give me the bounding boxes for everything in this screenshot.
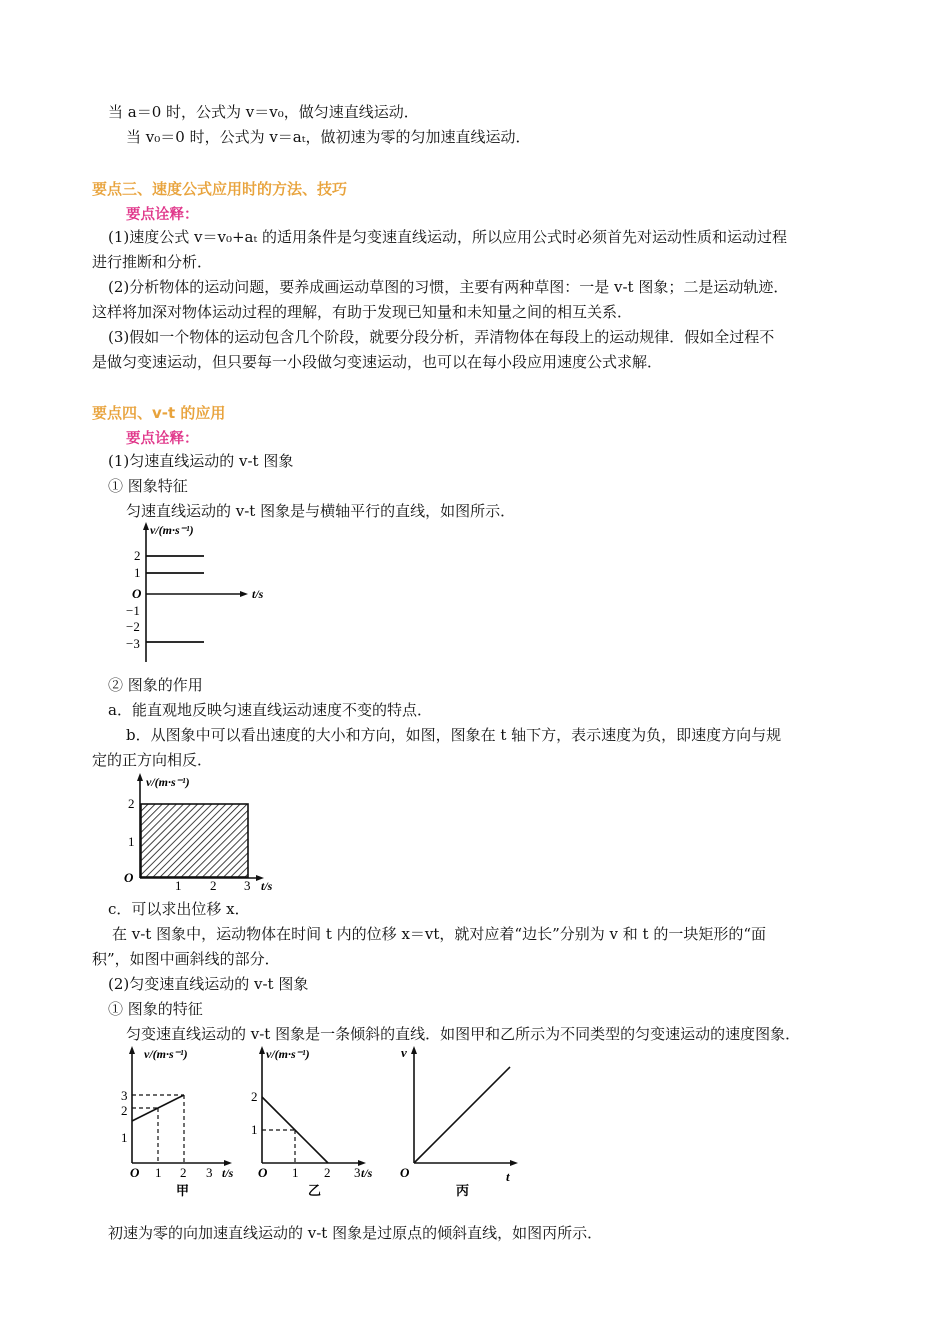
subheading: 要点诠释： (126, 431, 199, 447)
tick-label: 2 (251, 1089, 258, 1104)
tick-label: 2 (210, 878, 217, 893)
text-line: 这样将加深对物体运动过程的理解，有助于发现已知量和未知量之间的相互关系． (92, 303, 633, 321)
figure-caption: 丙 (456, 1183, 470, 1198)
text-line: 定的正方向相反． (92, 751, 213, 769)
text-line: (2)匀变速直线运动的 v-t 图象 (108, 975, 309, 993)
tick-label: 1 (251, 1122, 258, 1137)
text-line: 匀变速直线运动的 v-t 图象是一条倾斜的直线．如图甲和乙所示为不同类型的匀变速运动的速度图象． (126, 1025, 801, 1043)
tick-label: 3 (121, 1088, 128, 1103)
figure-displacement-area (118, 770, 288, 895)
tick-label: 2 (121, 1103, 128, 1118)
tick-label: 2 (128, 796, 135, 811)
figure-caption: 乙 (308, 1183, 322, 1198)
figure-yi (248, 1043, 378, 1198)
origin-label: O (400, 1165, 410, 1180)
text-line: 进行推断和分析． (92, 253, 213, 271)
y-axis-label: v/(m·s⁻¹) (144, 1047, 188, 1061)
tick-label: 2 (134, 548, 141, 563)
text-line: (1)匀速直线运动的 v-t 图象 (108, 452, 294, 470)
origin-label: O (130, 1165, 140, 1180)
text-line: (1)速度公式 v＝v₀+aₜ 的适用条件是匀变速直线运动，所以应用公式时必须首先对运动性质和运动过程 (108, 228, 787, 246)
origin-label: O (258, 1165, 268, 1180)
tick-label: 3 (206, 1165, 213, 1180)
tick-label: 1 (155, 1165, 162, 1180)
text-line: 当 v₀＝0 时，公式为 v＝aₜ，做初速为零的匀加速直线运动． (126, 128, 531, 146)
text-line: 积”，如图中画斜线的部分． (92, 950, 280, 968)
section-heading-3: 要点三、速度公式应用时的方法、技巧 (92, 180, 348, 198)
figure-bing (396, 1043, 536, 1198)
text-line: c．可以求出位移 x． (108, 900, 250, 918)
tick-label: 1 (292, 1165, 299, 1180)
tick-label: −2 (126, 619, 140, 634)
text-line: 初速为零的向加速直线运动的 v-t 图象是过原点的倾斜直线，如图丙所示． (108, 1224, 603, 1242)
tick-label: 1 (128, 834, 135, 849)
text-line: (2)分析物体的运动问题，要养成画运动草图的习惯，主要有两种草图：一是 v-t 图象；二是运动轨迹． (108, 278, 789, 296)
tick-label: −3 (126, 636, 140, 651)
text-line: 当 a＝0 时，公式为 v＝v₀，做匀速直线运动． (108, 103, 419, 121)
origin-label: O (132, 586, 142, 601)
y-axis-label: v/(m·s⁻¹) (266, 1047, 310, 1061)
y-axis-label: v (401, 1045, 407, 1060)
figure-caption: 甲 (176, 1183, 190, 1198)
tick-label: 2 (180, 1165, 187, 1180)
y-axis-label: v/(m·s⁻¹) (146, 775, 190, 789)
origin-label: O (124, 870, 134, 885)
text-line: ② 图象的作用 (108, 676, 203, 694)
subheading: 要点诠释： (126, 207, 199, 223)
text-line: 匀速直线运动的 v-t 图象是与横轴平行的直线，如图所示． (126, 502, 516, 520)
x-axis-label: t/s (252, 587, 264, 601)
text-line: a．能直观地反映匀速直线运动速度不变的特点． (108, 701, 432, 719)
tick-label: 1 (134, 565, 141, 580)
x-axis-label: t/s (261, 879, 273, 893)
text-line: ① 图象特征 (108, 477, 188, 495)
figure-jia (118, 1043, 248, 1198)
section-heading-4: 要点四、v-t 的应用 (92, 404, 226, 422)
figure-uniform-vt (118, 520, 288, 665)
tick-label: 3 (244, 878, 251, 893)
tick-label: 2 (324, 1165, 331, 1180)
x-axis-label: t/s (361, 1166, 373, 1180)
x-axis-label: t/s (222, 1166, 234, 1180)
text-line: ① 图象的特征 (108, 1000, 203, 1018)
text-line: 在 v-t 图象中，运动物体在时间 t 内的位移 x＝vt，就对应着“边长”分别为 v 和 t 的一块矩形的“面 (112, 925, 766, 943)
tick-label: 3 (354, 1165, 361, 1180)
tick-label: 1 (121, 1130, 128, 1145)
tick-label: 1 (175, 878, 182, 893)
text-line: 是做匀变速运动，但只要每一小段做匀变速运动，也可以在每小段应用速度公式求解． (92, 353, 663, 371)
text-line: (3)假如一个物体的运动包含几个阶段，就要分段分析，弄清物体在每段上的运动规律．假如全过程不 (108, 328, 775, 346)
tick-label: −1 (126, 603, 140, 618)
x-axis-label: t (506, 1169, 510, 1184)
y-axis-label: v/(m·s⁻¹) (150, 523, 194, 537)
text-line: b．从图象中可以看出速度的大小和方向，如图，图象在 t 轴下方，表示速度为负，即速度方向与规 (126, 726, 782, 744)
